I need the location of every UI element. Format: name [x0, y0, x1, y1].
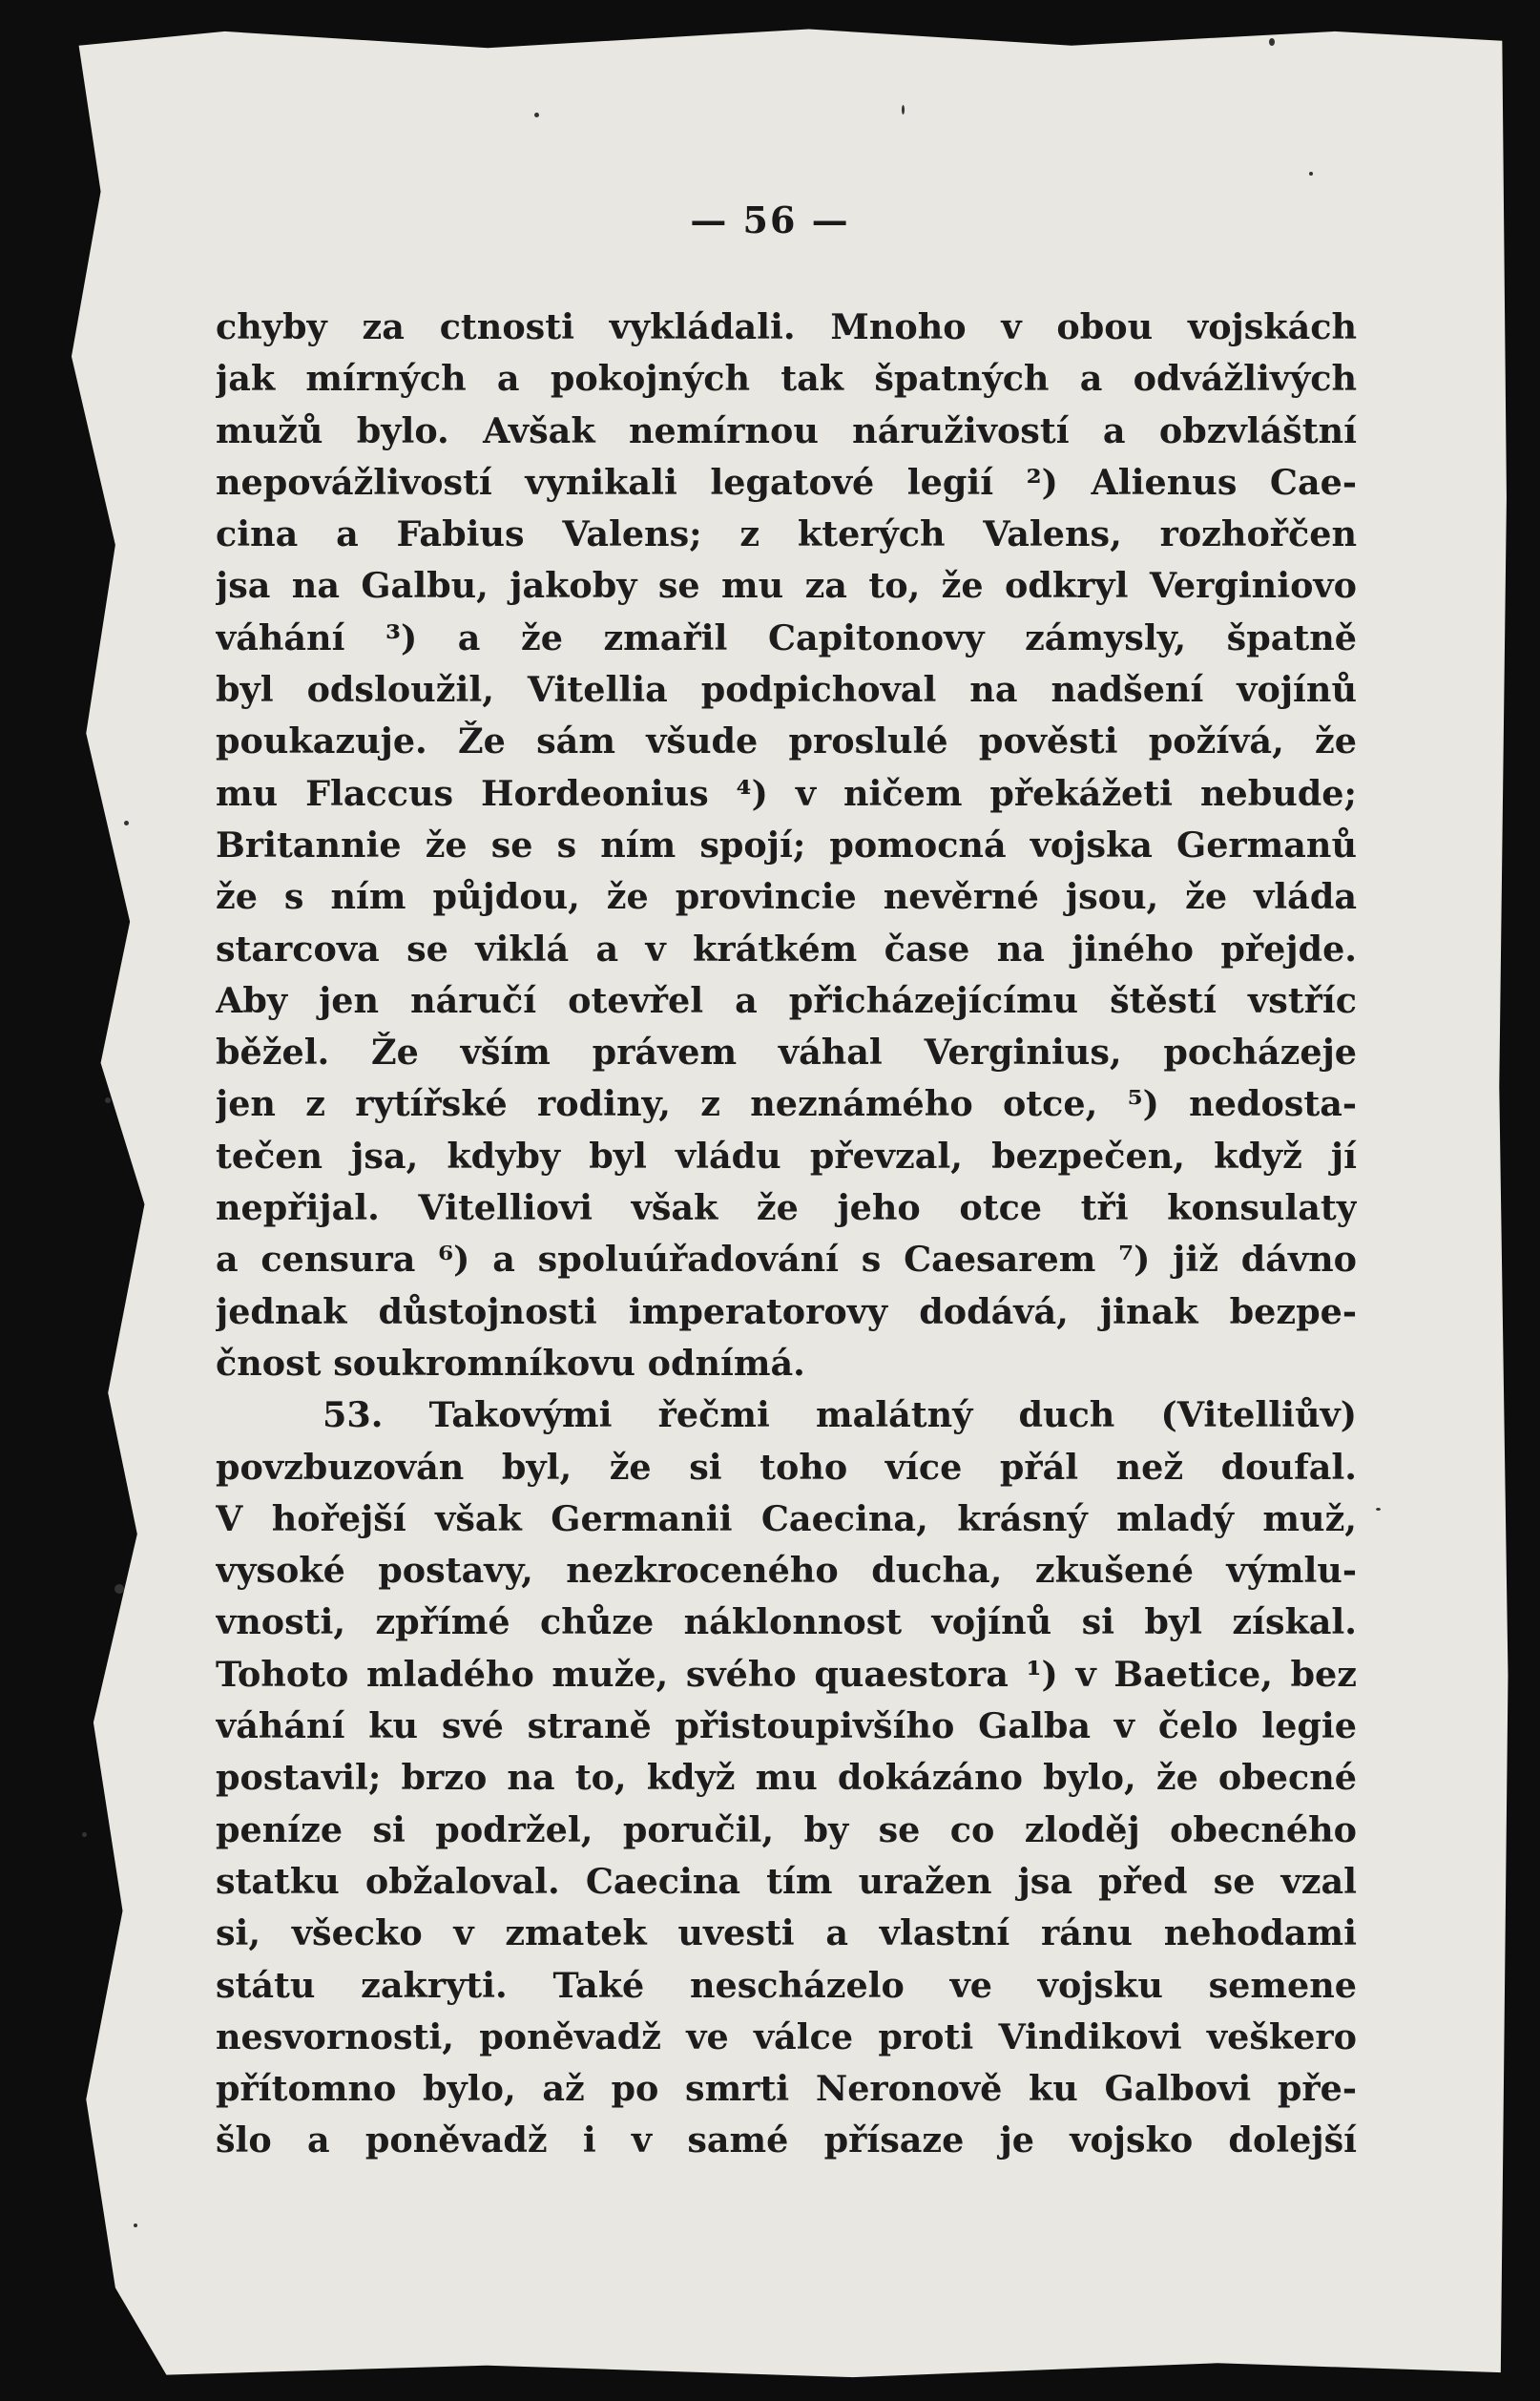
text-line: povzbuzován byl, že si toho více přál než doufal. [216, 1446, 1357, 1488]
text-line: běžel. Že vším právem váhal Verginius, pocházeje [216, 1032, 1357, 1074]
text-line: nepřijal. Vitelliovi však že jeho otce tři konsulaty [216, 1187, 1357, 1229]
text-line: jsa na Galbu, jakoby se mu za to, že odkryl Verginiovo [216, 565, 1357, 607]
text-line: přítomno bylo, až po smrti Neronově ku Galbovi pře- [216, 2068, 1357, 2110]
text-line: vysoké postavy, nezkroceného ducha, zkušené výmlu- [216, 1550, 1357, 1592]
text-line: jen z rytířské rodiny, z neznámého otce, ⁵) nedosta- [216, 1083, 1357, 1125]
text-line: starcova se viklá a v krátkém čase na jiného přejde. [216, 928, 1357, 970]
text-line: poukazuje. Že sám všude proslulé pověsti požívá, že [216, 720, 1357, 762]
text-line: a censura ⁶) a spoluúřadování s Caesarem ⁷) již dávno [216, 1239, 1357, 1281]
text-line: byl odsloužil, Vitellia podpichoval na nadšení vojínů [216, 669, 1357, 711]
text-line: jak mírných a pokojných tak špatných a odvážlivých [216, 358, 1357, 400]
text-line: Aby jen náručí otevřel a přicházejícímu štěstí vstříc [216, 979, 1357, 1021]
text-line: státu zakryti. Také nescházelo ve vojsku semene [216, 1964, 1357, 2006]
text-line: že s ním půjdou, že provincie nevěrné jsou, že vláda [216, 876, 1357, 918]
text-line: mužů bylo. Avšak nemírnou náruživostí a obzvláštní [216, 409, 1357, 451]
text-line: čnost soukromníkovu odnímá. [216, 1342, 805, 1384]
text-line: Tohoto mladého muže, svého quaestora ¹) v Baetice, bez [216, 1653, 1357, 1695]
text-line: tečen jsa, kdyby byl vládu převzal, bezpečen, když jí [216, 1135, 1357, 1177]
text-line: Britannie že se s ním spojí; pomocná vojska Germanů [216, 824, 1357, 866]
text-line: mu Flaccus Hordeonius ⁴) v ničem překážeti nebude; [216, 772, 1357, 814]
text-line: vnosti, zpřímé chůze náklonnost vojínů si byl získal. [216, 1601, 1357, 1643]
page-number: — 56 — [690, 198, 850, 241]
text-line: nepovážlivostí vynikali legatové legií ²) Alienus Cae- [216, 461, 1357, 503]
text-line: váhání ku své straně přistoupivšího Galba v čelo legie [216, 1705, 1357, 1747]
text-line: postavil; brzo na to, když mu dokázáno bylo, že obecné [216, 1757, 1357, 1799]
text-line: si, všecko v zmatek uvesti a vlastní ránu nehodami [216, 1912, 1357, 1954]
body-text [216, 302, 1357, 2167]
text-line: peníze si podržel, poručil, by se co zloděj obecného [216, 1808, 1357, 1850]
text-line: jednak důstojnosti imperatorovy dodává, jinak bezpe- [216, 1290, 1357, 1332]
text-line: chyby za ctnosti vykládali. Mnoho v obou vojskách [216, 306, 1357, 347]
paragraph-start-line: 53. Takovými řečmi malátný duch (Vitelliův) [323, 1394, 1357, 1436]
text-line: nesvornosti, poněvadž ve válce proti Vindikovi veškero [216, 2015, 1357, 2057]
text-line: cina a Fabius Valens; z kterých Valens, rozhořčen [216, 513, 1357, 555]
text-line: V hořejší však Germanii Caecina, krásný mladý muž, [216, 1497, 1357, 1539]
text-line: šlo a poněvadž i v samé přísaze je vojsko dolejší [216, 2119, 1357, 2161]
text-line: statku obžaloval. Caecina tím uražen jsa před se vzal [216, 1860, 1357, 1902]
text-line: váhání ³) a že zmařil Capitonovy zámysly, špatně [216, 616, 1357, 658]
